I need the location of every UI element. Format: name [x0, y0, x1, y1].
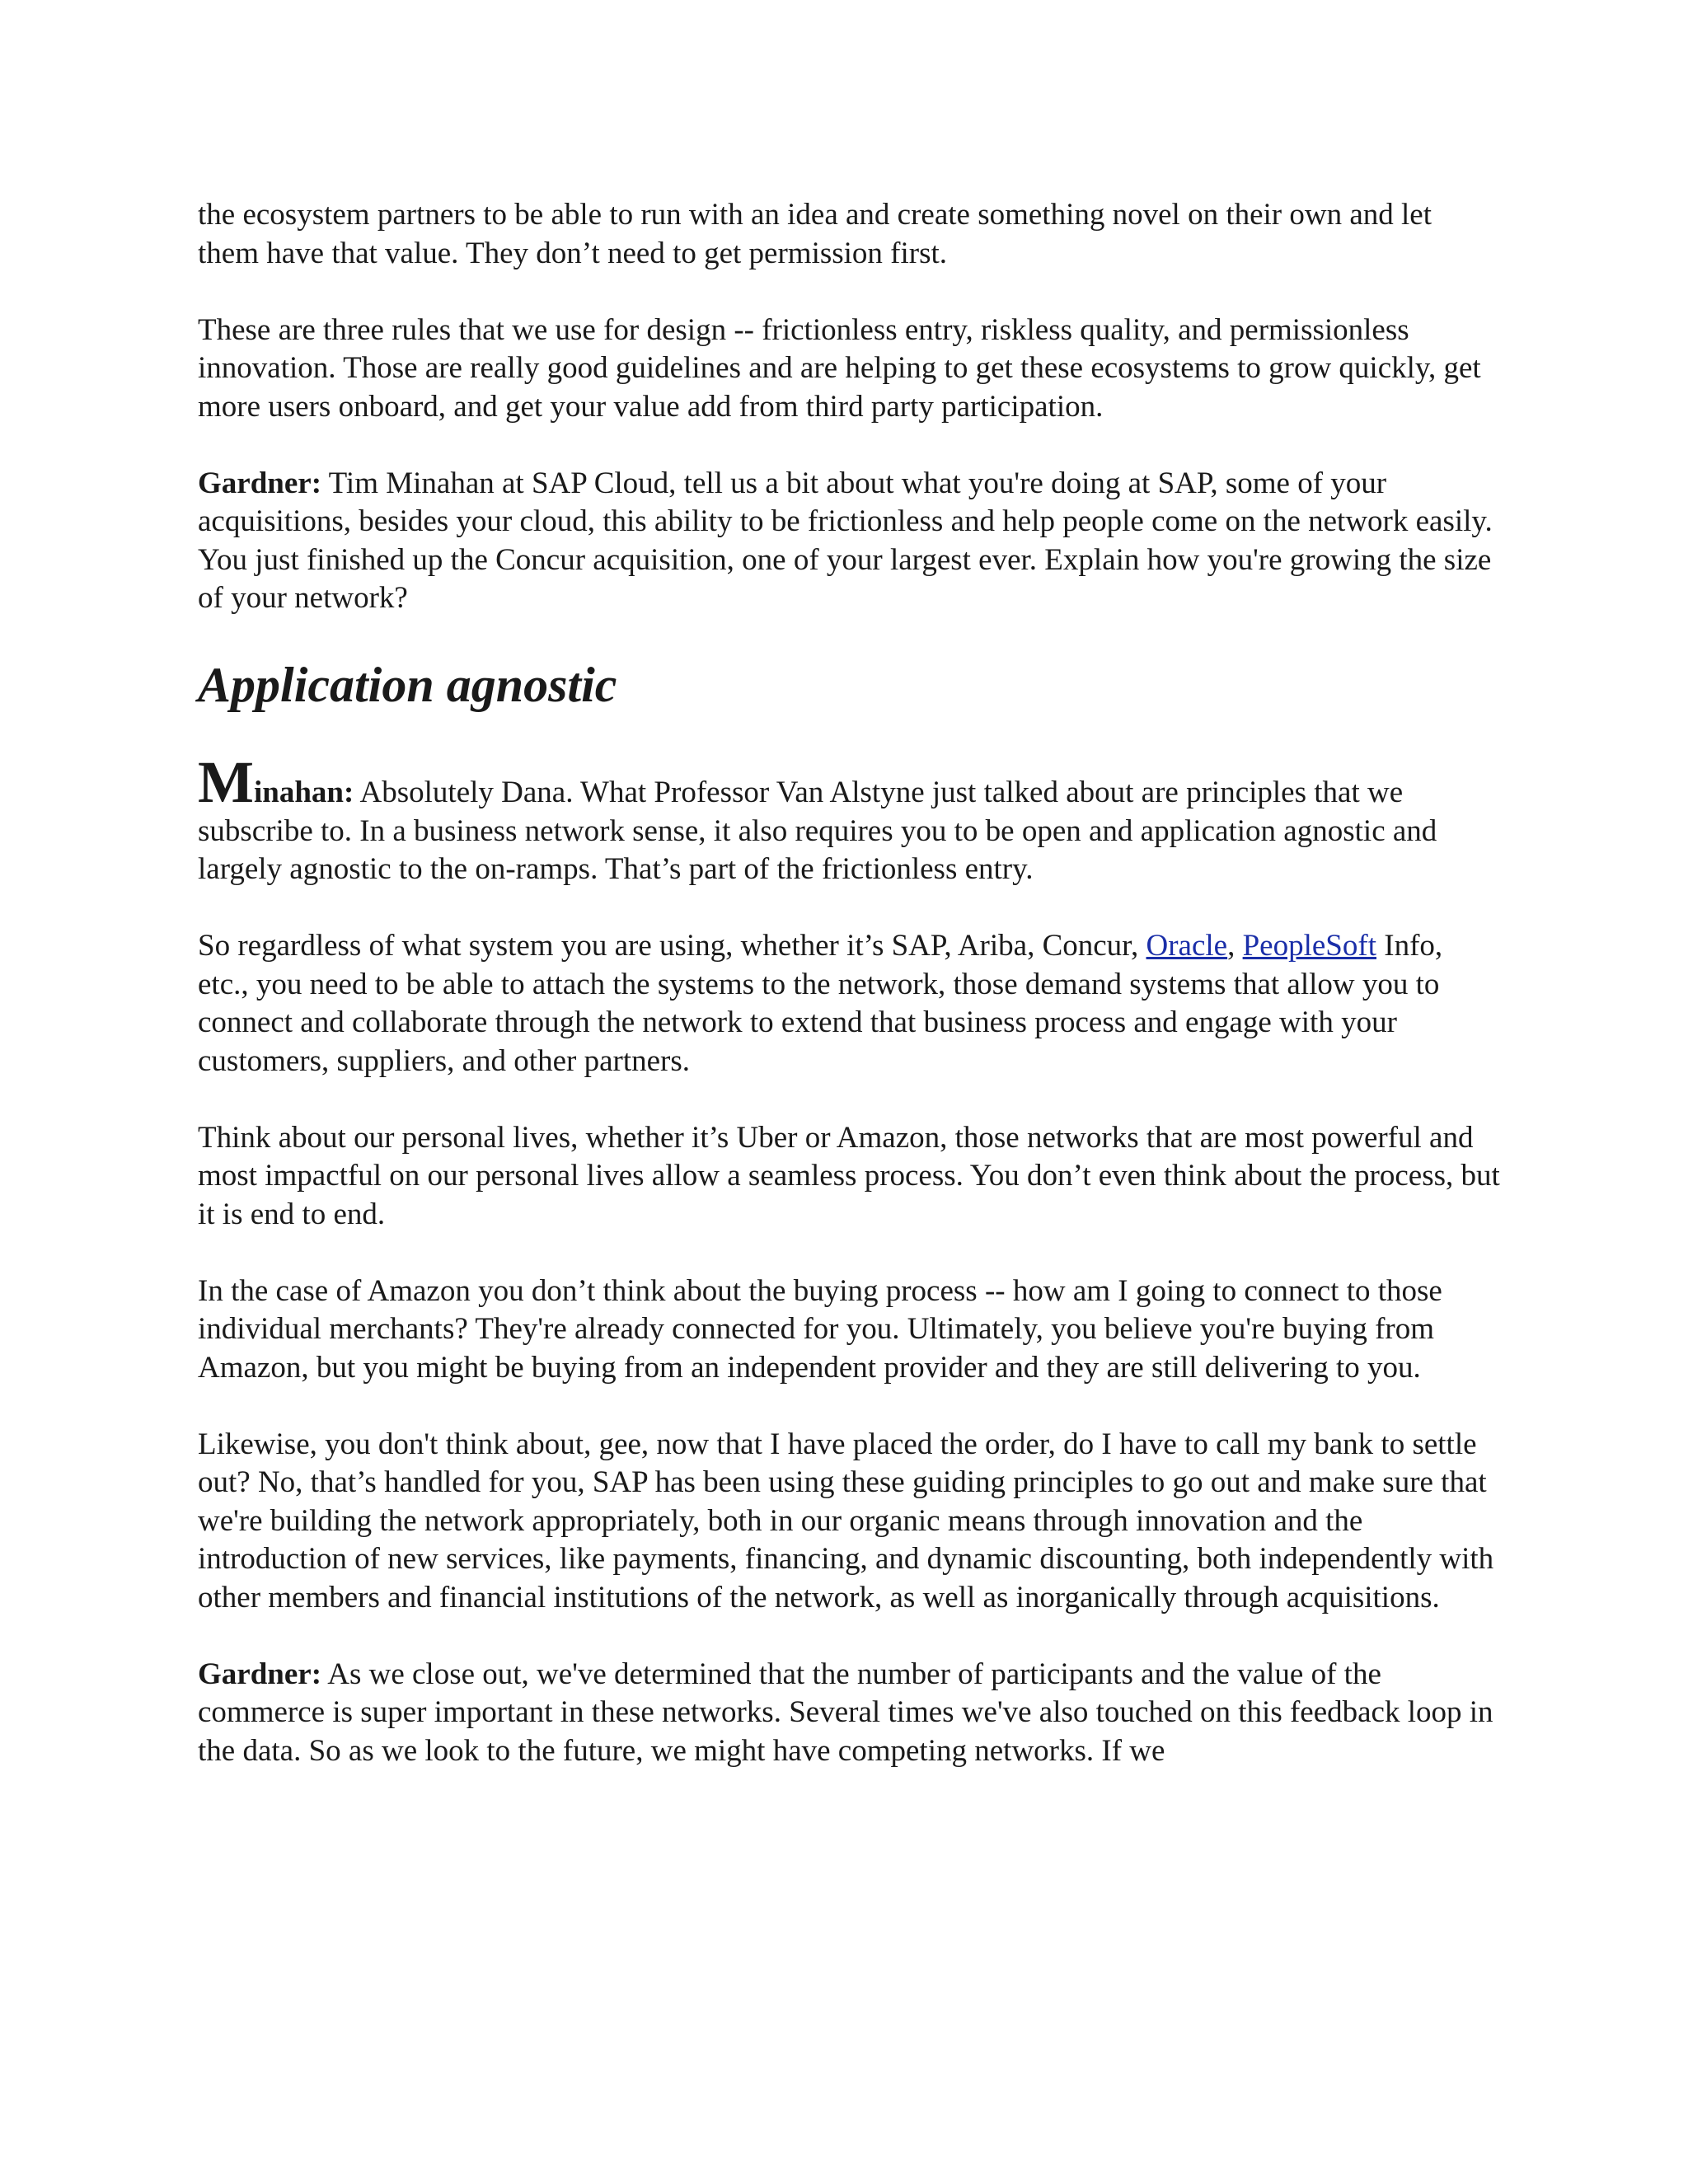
section-heading: Application agnostic	[198, 658, 617, 712]
paragraph-amazon-case: In the case of Amazon you don’t think about the buying process -- how am I going to connect to those individual merchants? They're already connected for you. Ultimately, you believe you're buying from Amazon, but you might be buying from an independent provider and they are still delivering to you.	[198, 1273, 1442, 1385]
paragraph-text: Tim Minahan at SAP Cloud, tell us a bit about what you're doing at SAP, some of your acquisitions, besides your cloud, this ability to be frictionless and help people come on the network easily. You just finished up the Concur acquisition, one of your largest ever. Explain how you're growing the size of your network?	[198, 466, 1493, 615]
paragraph-regardless-system	[198, 927, 1500, 1080]
paragraph-text: As we close out, we've determined that the number of participants and the value of the commerce is super important in these networks. Several times we've also touched on this feedback loop in the data. So as we look to the future, we might have competing networks. If we	[198, 1657, 1493, 1768]
paragraph-gardner-closing	[198, 1656, 1500, 1771]
speaker-label: inahan:	[253, 776, 354, 809]
peoplesoft-link[interactable]: PeopleSoft	[1242, 929, 1376, 963]
speaker-label: Gardner:	[198, 466, 322, 500]
paragraph-three-rules: These are three rules that we use for design -- frictionless entry, riskless quality, and permissionless innovation. Those are really good guidelines and are helping to get these ecosystems to grow quickly, get more users onboard, and get your value add from third party participation.	[198, 312, 1481, 424]
paragraph-text: Info, etc., you need to be able to attach the systems to the network, those demand systems that allow you to connect and collaborate through the network to extend that business process and engage with your customers, suppliers, and other partners.	[198, 929, 1443, 1078]
drop-cap: M	[198, 749, 254, 815]
speaker-label: Gardner:	[198, 1657, 322, 1691]
document-page	[198, 196, 1500, 1809]
link-separator: ,	[1227, 929, 1243, 963]
paragraph-likewise: Likewise, you don't think about, gee, now that I have placed the order, do I have to call my bank to settle out? No, that’s handled for you, SAP has been using these guiding principles to go out and make sure that we're building the network appropriately, both in our organic means through innovation and the introduction of new services, like payments, financing, and dynamic discounting, both independently with other members and financial institutions of the network, as well as inorganically through acquisitions.	[198, 1427, 1494, 1615]
paragraph-gardner-question	[198, 465, 1500, 618]
paragraph-minahan-answer	[198, 749, 1500, 889]
paragraph-personal-lives: Think about our personal lives, whether it’s Uber or Amazon, those networks that are most powerful and most impactful on our personal lives allow a seamless process. You don’t even think about the process, but it is end to end.	[198, 1120, 1500, 1231]
oracle-link[interactable]: Oracle	[1146, 929, 1228, 963]
paragraph-ecosystem-partners: the ecosystem partners to be able to run with an idea and create something novel on their own and let them have that value. They don’t need to get permission first.	[198, 198, 1432, 270]
paragraph-text: Absolutely Dana. What Professor Van Alstyne just talked about are principles that we subscribe to. In a business network sense, it also requires you to be open and application agnostic and largely agnostic to the on-ramps. That’s part of the frictionless entry.	[198, 776, 1437, 886]
paragraph-text: So regardless of what system you are using, whether it’s SAP, Ariba, Concur,	[198, 929, 1146, 963]
